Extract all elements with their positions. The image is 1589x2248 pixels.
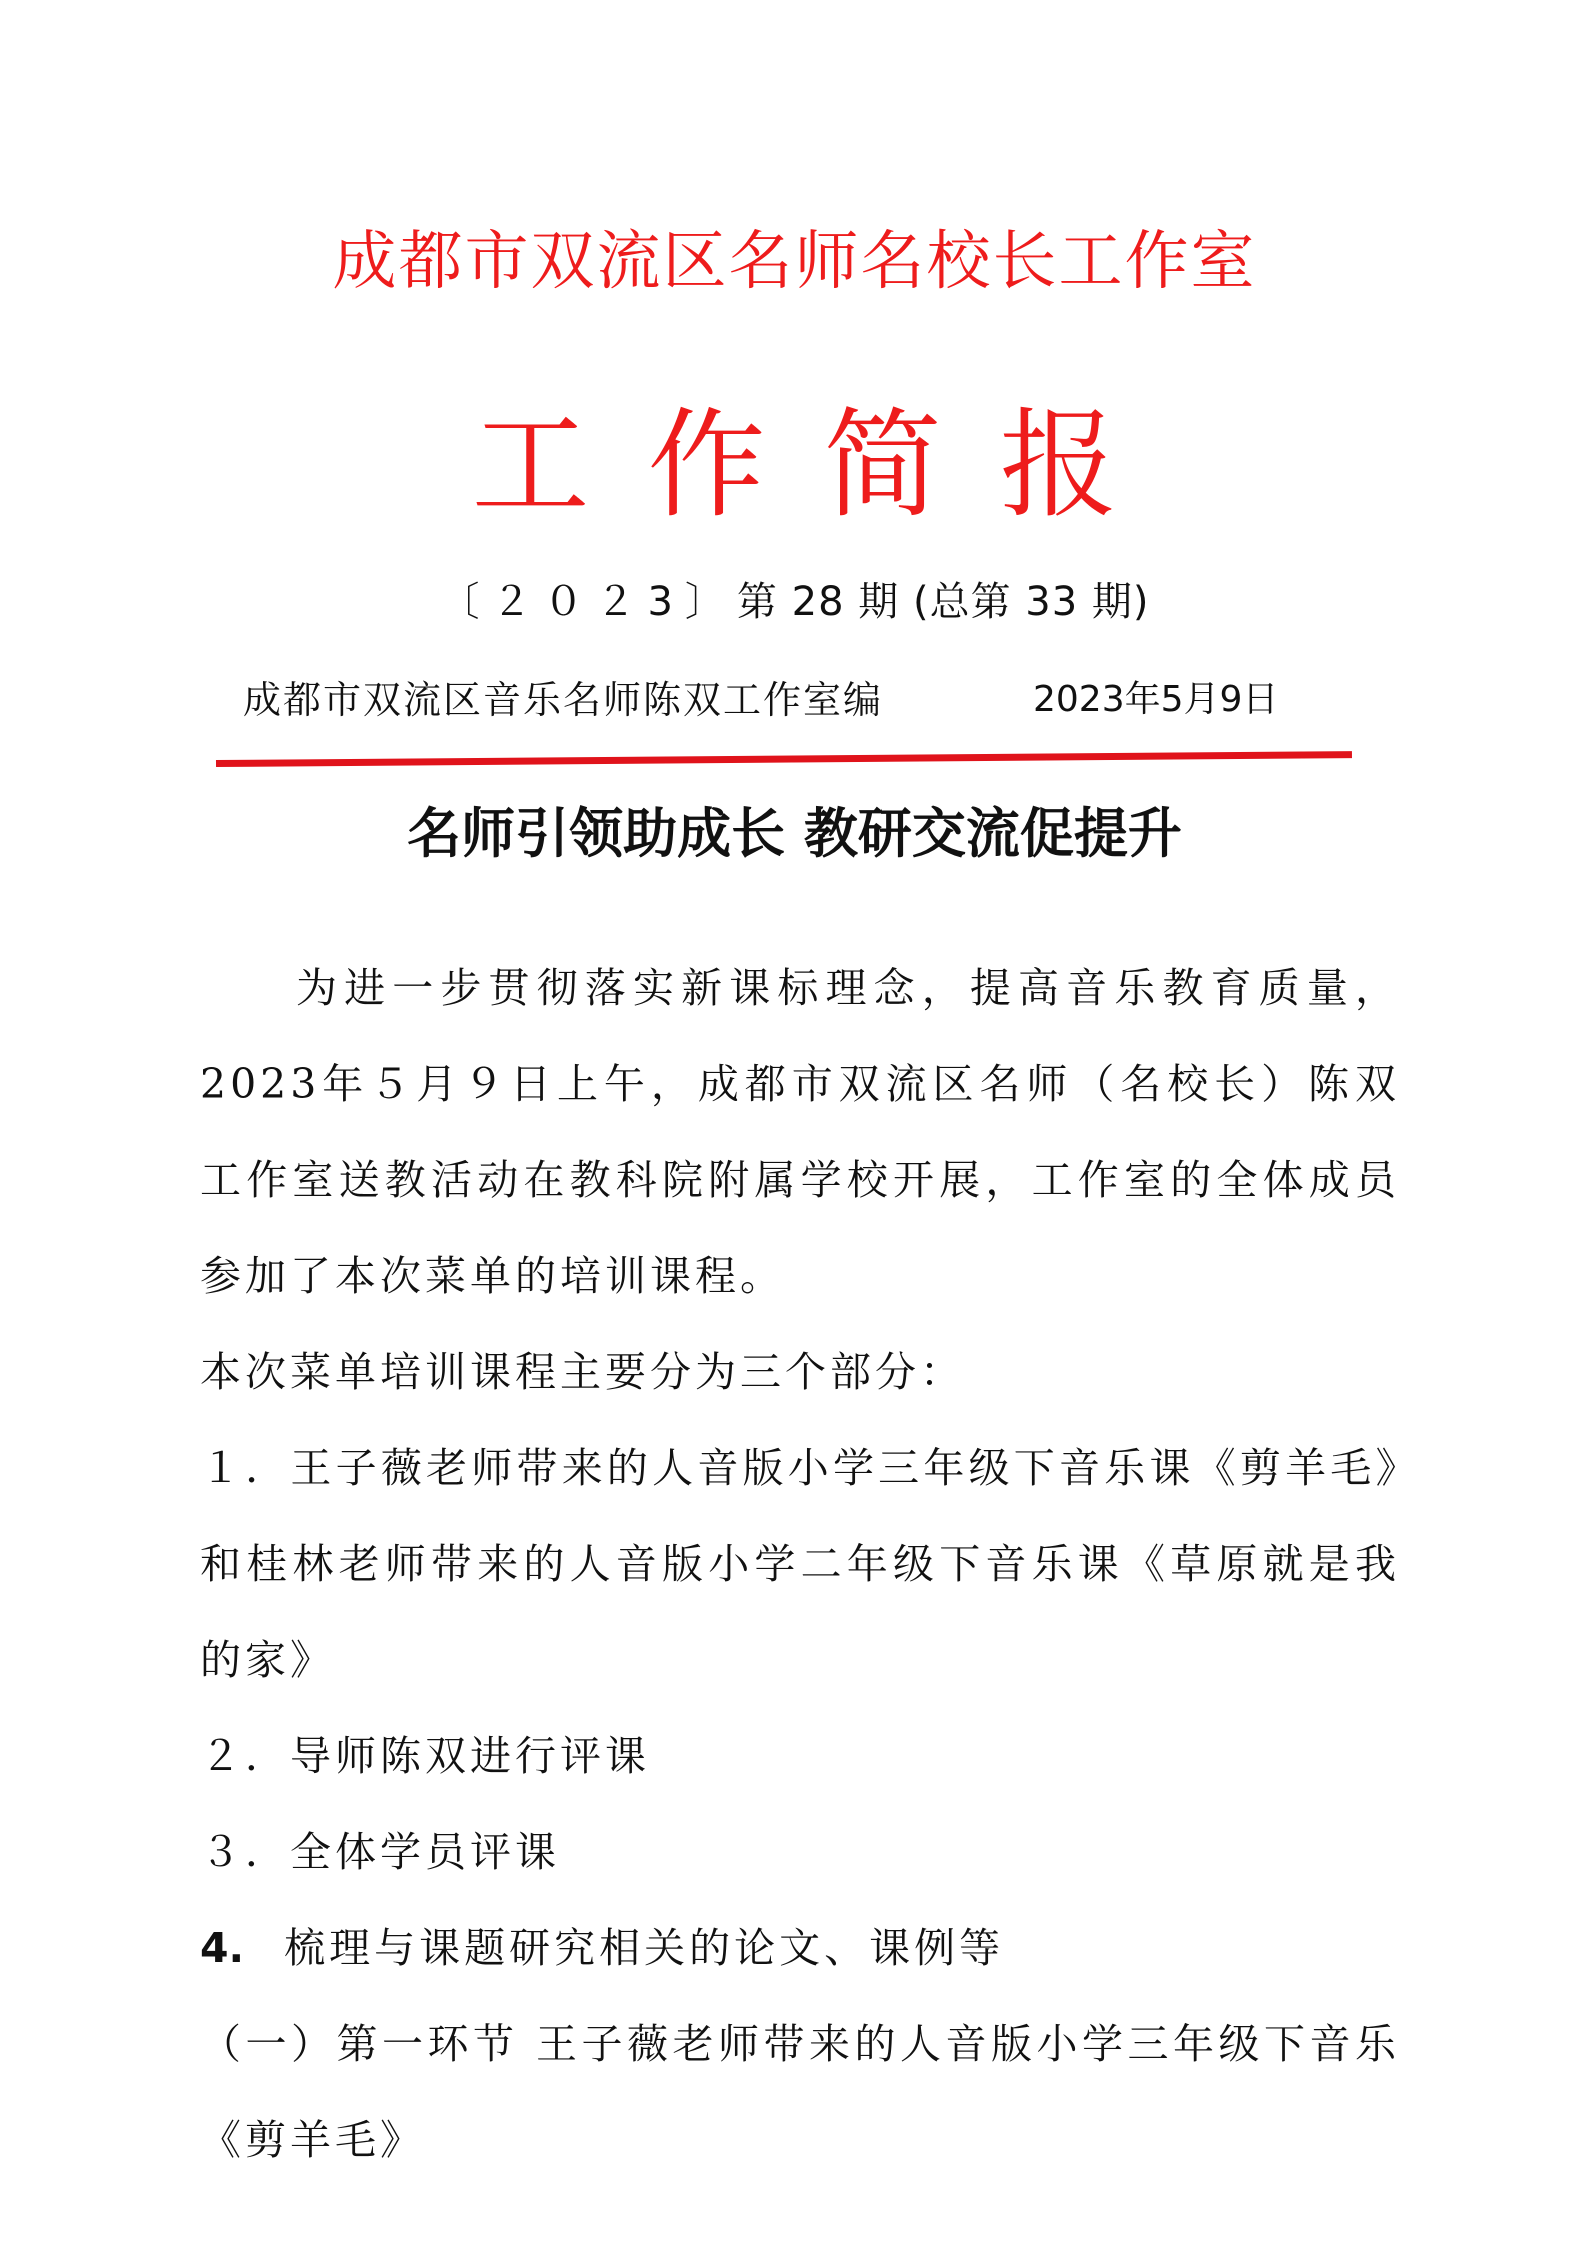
editor-line bbox=[243, 672, 1343, 728]
list-item-2: ２．导师陈双进行评课 bbox=[200, 1732, 650, 1780]
list-item-1: １．王子薇老师带来的人音版小学三年级下音乐课《剪羊毛》和桂林老师带来的人音版小学二年级下音乐课《草原就是我的家》 bbox=[200, 1444, 1400, 1684]
parts-intro: 本次菜单培训课程主要分为三个部分： bbox=[200, 1348, 965, 1396]
section-heading-1: （一）第一环节 王子薇老师带来的人音版小学三年级下音乐《剪羊毛》 bbox=[200, 2020, 1400, 2164]
list-item-4-number: 4. bbox=[200, 1924, 245, 1972]
red-divider bbox=[216, 751, 1352, 767]
issue-number bbox=[0, 572, 1589, 632]
list-item-3: ３．全体学员评课 bbox=[200, 1828, 560, 1876]
issue-year: 〔２０２3〕 bbox=[439, 579, 737, 625]
issue-text: 第 28 期 (总第 33 期) bbox=[736, 579, 1150, 625]
list-item-4-text: 梳理与课题研究相关的论文、课例等 bbox=[284, 1924, 1005, 1972]
issue-date: 2023年5月9日 bbox=[1033, 679, 1279, 720]
article-title: 名师引领助成长 教研交流促提升 bbox=[407, 802, 1182, 865]
intro-paragraph: 为进一步贯彻落实新课标理念，提高音乐教育质量，2023年５月９日上午，成都市双流区名师（名校长）陈双工作室送教活动在教科院附属学校开展，工作室的全体成员参加了本次菜单的培训课程。 bbox=[200, 964, 1400, 1300]
editor-name: 成都市双流区音乐名师陈双工作室编 bbox=[243, 678, 884, 722]
report-title: 工作简报 bbox=[471, 396, 1176, 534]
list-item-4 bbox=[200, 1900, 1400, 1996]
org-title: 成都市双流区名师名校长工作室 bbox=[332, 225, 1257, 299]
